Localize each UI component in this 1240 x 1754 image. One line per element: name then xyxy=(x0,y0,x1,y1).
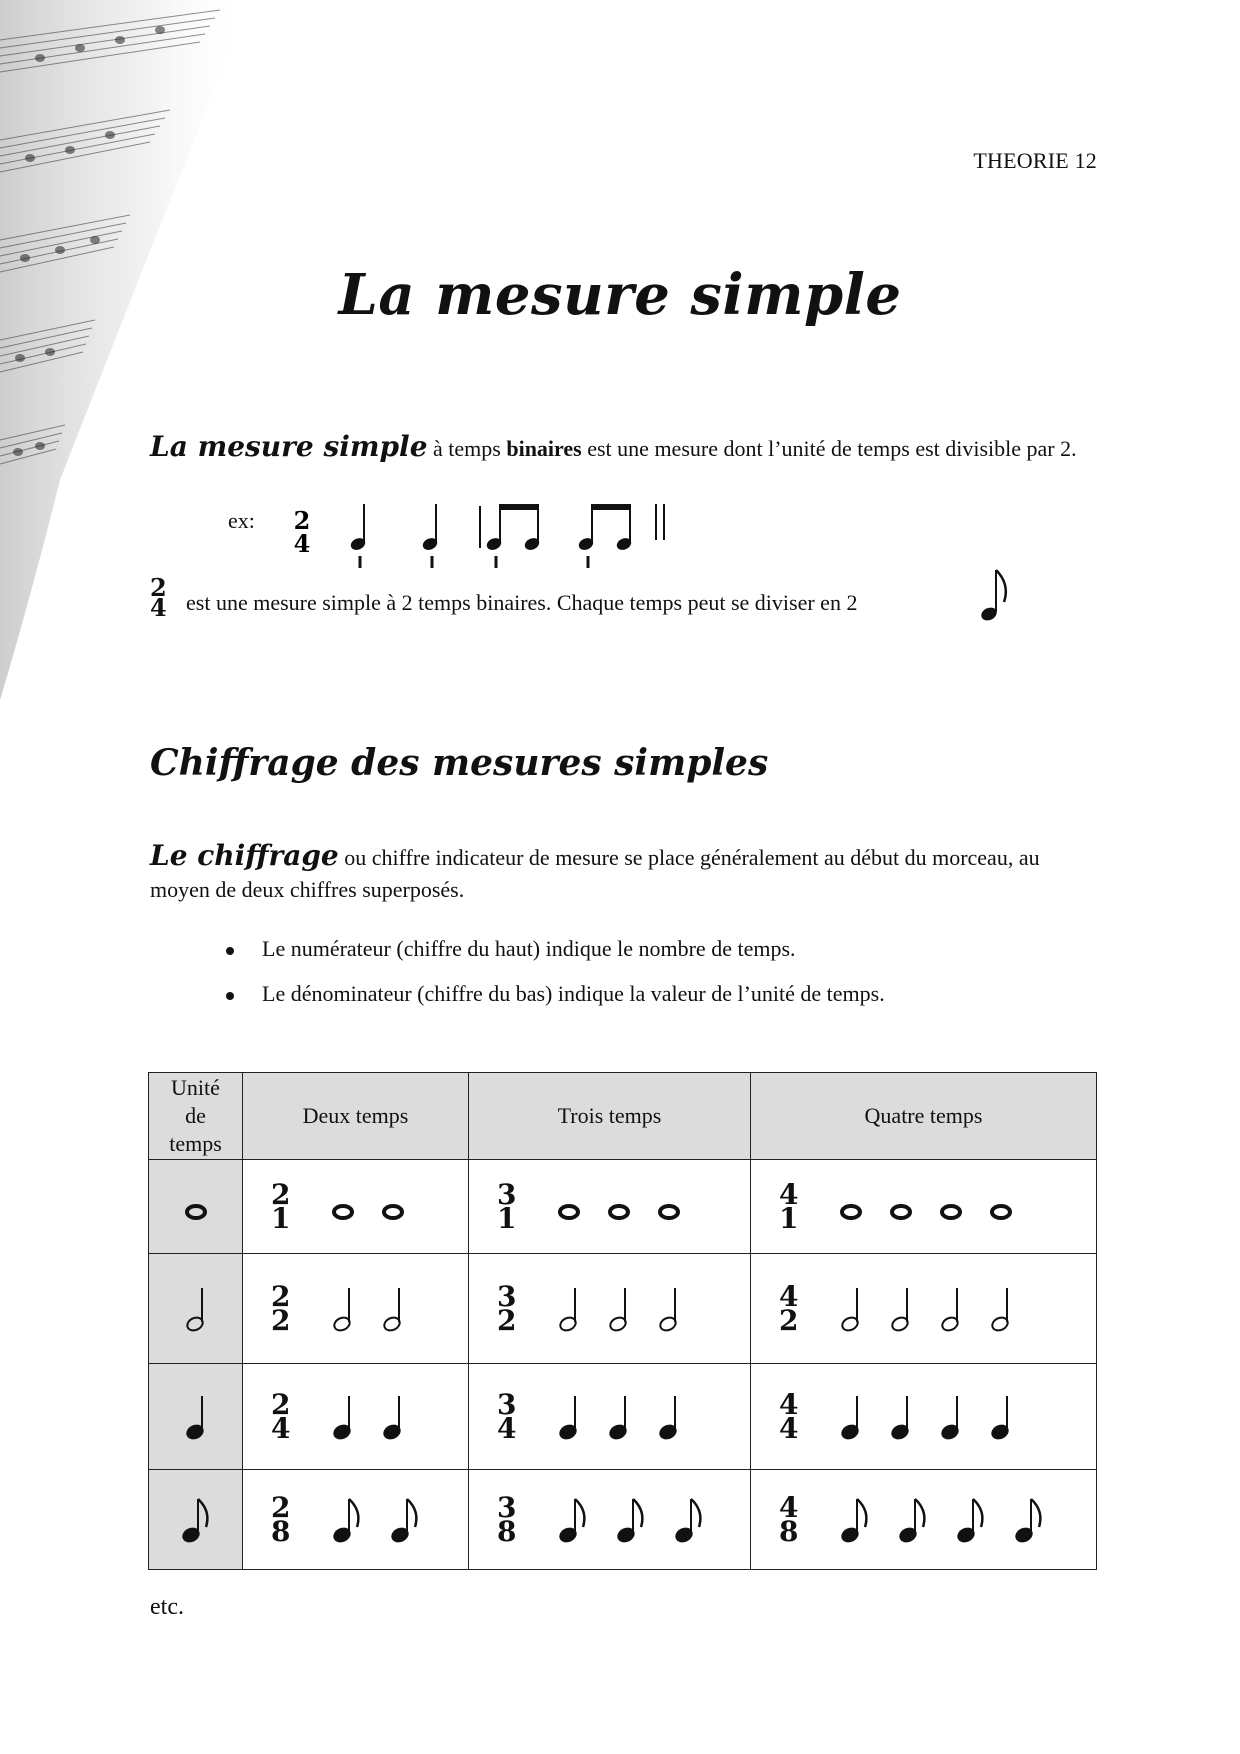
ts-bottom: 8 xyxy=(497,1514,517,1548)
quarter-note-icon xyxy=(332,1392,354,1442)
explanation-paragraph xyxy=(150,573,1050,628)
ts-bottom: 4 xyxy=(779,1411,799,1445)
half-note-icon xyxy=(658,1284,680,1334)
quarter-note-icon xyxy=(890,1392,912,1442)
ts-top: 3 xyxy=(497,1490,517,1524)
ts-top: 2 xyxy=(271,1177,291,1211)
eighth-note-icon xyxy=(390,1495,420,1545)
signature-cell xyxy=(243,1254,469,1364)
eighth-note-icon xyxy=(558,1495,588,1545)
ts-top: 2 xyxy=(271,1387,291,1421)
eighth-note-icon xyxy=(674,1495,704,1545)
half-note-icon xyxy=(840,1284,862,1334)
signature-cell xyxy=(751,1364,1097,1470)
example-ts-top: 2 xyxy=(293,506,311,535)
quarter-note-icon xyxy=(990,1392,1012,1442)
time-signature xyxy=(497,1177,517,1235)
quarter-note-icon xyxy=(608,1392,630,1442)
eighth-note-icon xyxy=(840,1495,870,1545)
bullet-icon xyxy=(226,992,234,1000)
whole-note-icon xyxy=(840,1182,862,1232)
whole-note-icon xyxy=(558,1182,580,1232)
table-row xyxy=(149,1364,1097,1470)
bullet-text: Le numérateur (chiffre du haut) indique le nombre de temps. xyxy=(262,936,796,961)
intro-lead: La mesure simple xyxy=(150,430,428,463)
chiffrage-text: ou chiffre indicateur de mesure se place généralement au début du morceau, au moyen de deux chiffres superposés. xyxy=(150,845,1040,902)
page-header-label: THEORIE 12 xyxy=(973,148,1097,173)
half-note-icon xyxy=(558,1284,580,1334)
whole-note-icon xyxy=(332,1182,354,1232)
unit-cell xyxy=(149,1470,243,1570)
bullet-icon xyxy=(226,947,234,955)
ts-top: 4 xyxy=(779,1387,799,1421)
table-row xyxy=(149,1254,1097,1364)
ts-bottom: 8 xyxy=(271,1514,291,1548)
eighth-note-icon xyxy=(956,1495,986,1545)
half-note-icon xyxy=(332,1284,354,1334)
half-note-icon xyxy=(149,1284,242,1334)
quarter-note-icon xyxy=(558,1392,580,1442)
quarter-note-icon xyxy=(658,1392,680,1442)
header-unit: Unité de temps xyxy=(149,1073,243,1160)
time-signature xyxy=(497,1279,517,1337)
bullet-text: Le dénominateur (chiffre du bas) indique la valeur de l’unité de temps. xyxy=(262,981,885,1006)
table-row xyxy=(149,1160,1097,1254)
whole-note-icon xyxy=(890,1182,912,1232)
signature-cell xyxy=(469,1254,751,1364)
signature-cell xyxy=(469,1160,751,1254)
whole-note-icon xyxy=(608,1182,630,1232)
ts-bottom: 2 xyxy=(271,1303,291,1337)
chiffrage-lead: Le chiffrage xyxy=(150,839,339,872)
signature-cell xyxy=(243,1364,469,1470)
bullet-list xyxy=(226,936,885,1026)
ts-top: 4 xyxy=(779,1279,799,1313)
ts-top: 4 xyxy=(779,1490,799,1524)
ts-bottom: 4 xyxy=(271,1411,291,1445)
whole-note-icon xyxy=(382,1182,404,1232)
quarter-note-icon xyxy=(149,1392,242,1442)
signature-cell xyxy=(751,1160,1097,1254)
whole-note-icon xyxy=(658,1182,680,1232)
ts-top: 2 xyxy=(271,1279,291,1313)
example-ts-bottom: 4 xyxy=(293,529,311,558)
ts-bottom: 1 xyxy=(779,1201,799,1235)
ts-top: 2 xyxy=(271,1490,291,1524)
eighth-note-icon xyxy=(332,1495,362,1545)
footer-etc: etc. xyxy=(150,1594,184,1620)
intro-paragraph xyxy=(150,430,1077,463)
whole-note-icon xyxy=(149,1182,242,1232)
example-label: ex: xyxy=(228,508,255,533)
time-signature xyxy=(779,1177,799,1235)
list-item xyxy=(226,981,885,1026)
half-note-icon xyxy=(608,1284,630,1334)
time-signature xyxy=(497,1387,517,1445)
ts-bottom: 4 xyxy=(150,593,167,623)
time-signature xyxy=(779,1490,799,1548)
half-note-icon xyxy=(940,1284,962,1334)
header-four: Quatre temps xyxy=(751,1073,1097,1160)
time-signature xyxy=(271,1387,291,1445)
signature-cell xyxy=(751,1254,1097,1364)
intro-part2: est une mesure dont l’unité de temps est divisible par 2. xyxy=(581,436,1077,461)
list-item xyxy=(226,936,885,981)
eighth-note-icon xyxy=(1014,1495,1044,1545)
signature-cell xyxy=(243,1470,469,1570)
ts-top: 3 xyxy=(497,1177,517,1211)
time-signature xyxy=(497,1490,517,1548)
header-two: Deux temps xyxy=(243,1073,469,1160)
signature-cell xyxy=(751,1470,1097,1570)
half-note-icon xyxy=(890,1284,912,1334)
ts-bottom: 4 xyxy=(497,1411,517,1445)
eighth-note-icon xyxy=(980,566,1010,626)
page-title: La mesure simple xyxy=(338,262,902,328)
table-header-row xyxy=(149,1073,1097,1160)
ts-bottom: 1 xyxy=(271,1201,291,1235)
quarter-note-icon xyxy=(840,1392,862,1442)
time-signature xyxy=(779,1387,799,1445)
chiffrage-paragraph xyxy=(150,840,1100,906)
ts-bottom: 1 xyxy=(497,1201,517,1235)
header-three: Trois temps xyxy=(469,1073,751,1160)
time-signature xyxy=(271,1279,291,1337)
explanation-text: est une mesure simple à 2 temps binaires. Chaque temps peut se diviser en 2 xyxy=(186,590,858,615)
unit-cell xyxy=(149,1160,243,1254)
time-signature xyxy=(779,1279,799,1337)
whole-note-icon xyxy=(940,1182,962,1232)
signature-cell xyxy=(469,1470,751,1570)
section-title: Chiffrage des mesures simples xyxy=(150,742,769,784)
eighth-note-icon xyxy=(898,1495,928,1545)
unit-cell xyxy=(149,1254,243,1364)
intro-part1: à temps xyxy=(427,436,507,461)
ts-top: 4 xyxy=(779,1177,799,1211)
quarter-note-icon xyxy=(940,1392,962,1442)
eighth-note-icon xyxy=(616,1495,646,1545)
half-note-icon xyxy=(382,1284,404,1334)
ts-top: 3 xyxy=(497,1387,517,1421)
table-row xyxy=(149,1470,1097,1570)
ts-bottom: 8 xyxy=(779,1514,799,1548)
time-signature xyxy=(271,1490,291,1548)
example-notation-icon xyxy=(290,496,850,576)
unit-cell xyxy=(149,1364,243,1470)
quarter-note-icon xyxy=(382,1392,404,1442)
whole-note-icon xyxy=(990,1182,1012,1232)
signature-cell xyxy=(469,1364,751,1470)
intro-bold: binaires xyxy=(506,436,582,461)
half-note-icon xyxy=(990,1284,1012,1334)
explanation-time-signature xyxy=(150,573,167,623)
time-signature xyxy=(271,1177,291,1235)
ts-bottom: 2 xyxy=(779,1303,799,1337)
time-signature-table xyxy=(148,1072,1097,1570)
ts-top: 2 xyxy=(150,573,167,602)
eighth-note-icon xyxy=(149,1495,242,1545)
example-measure xyxy=(150,496,850,576)
signature-cell xyxy=(243,1160,469,1254)
ts-bottom: 2 xyxy=(497,1303,517,1337)
ts-top: 3 xyxy=(497,1279,517,1313)
